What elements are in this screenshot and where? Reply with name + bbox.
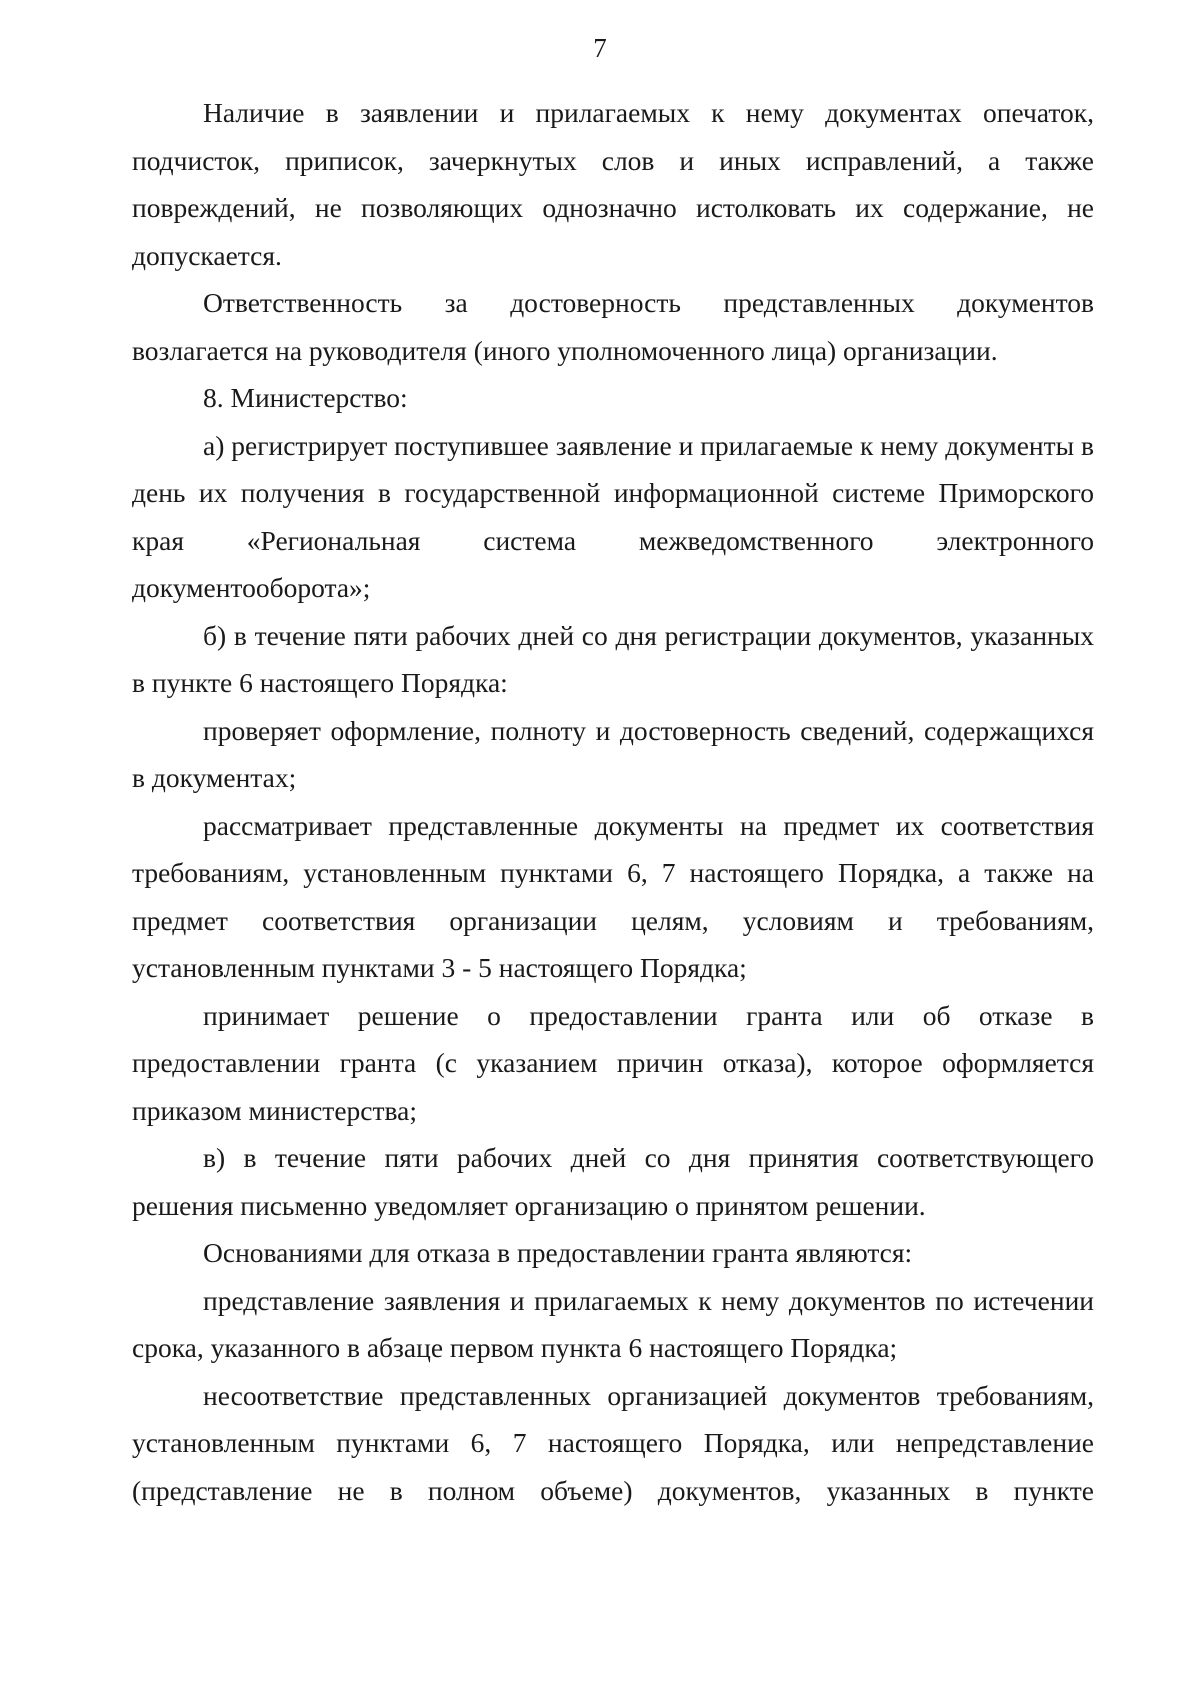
document-body <box>132 89 1094 1514</box>
paragraph-item-c-notifies: в) в течение пяти рабочих дней со дня принятия соответствующего решения письменно уведомляет организацию о принятом решении. <box>132 1142 1094 1221</box>
page-number: 7 <box>593 33 607 63</box>
paragraph-checks-documents: проверяет оформление, полноту и достоверность сведений, содержащихся в документах; <box>132 714 1094 793</box>
paragraph-noncompliance: несоответствие представленных организацией документов требованиям, установленным пунктами 6, 7 настоящего Порядка, или непредставление (представление не в полном объеме) документов, указанных в пункте <box>132 1379 1094 1506</box>
paragraph-ministry-heading: 8. Министерство: <box>203 382 408 413</box>
paragraph-reviews-documents: рассматривает представленные документы на предмет их соответствия требованиям, установленным пунктами 6, 7 настоящего Порядка, а также на предмет соответствия организации целям, условиям и требованиям, установленным пунктами 3 - 5 настоящего Порядка; <box>132 809 1094 983</box>
paragraph-item-a-registers: а) регистрирует поступившее заявление и прилагаемые к нему документы в день их получения в государственной информационной системе Приморского края «Региональная система межведомственного электронного документооборота»; <box>132 429 1094 603</box>
paragraph-makes-decision: принимает решение о предоставлении гранта или об отказе в предоставлении гранта (с указанием причин отказа), которое оформляется приказом министерства; <box>132 999 1094 1126</box>
paragraph-typos-not-allowed: Наличие в заявлении и прилагаемых к нему документах опечаток, подчисток, приписок, зачеркнутых слов и иных исправлений, а также повреждений, не позволяющих однозначно истолковать их содержание, не допускается. <box>132 97 1094 271</box>
paragraph-late-submission: представление заявления и прилагаемых к нему документов по истечении срока, указанного в абзаце первом пункта 6 настоящего Порядка; <box>132 1284 1094 1363</box>
paragraph-responsibility: Ответственность за достоверность представленных документов возлагается на руководителя (иного уполномоченного лица) организации. <box>132 287 1094 366</box>
paragraph-item-b-five-days: б) в течение пяти рабочих дней со дня регистрации документов, указанных в пункте 6 настоящего Порядка: <box>132 619 1094 698</box>
paragraph-refusal-grounds: Основаниями для отказа в предоставлении гранта являются: <box>203 1237 913 1268</box>
